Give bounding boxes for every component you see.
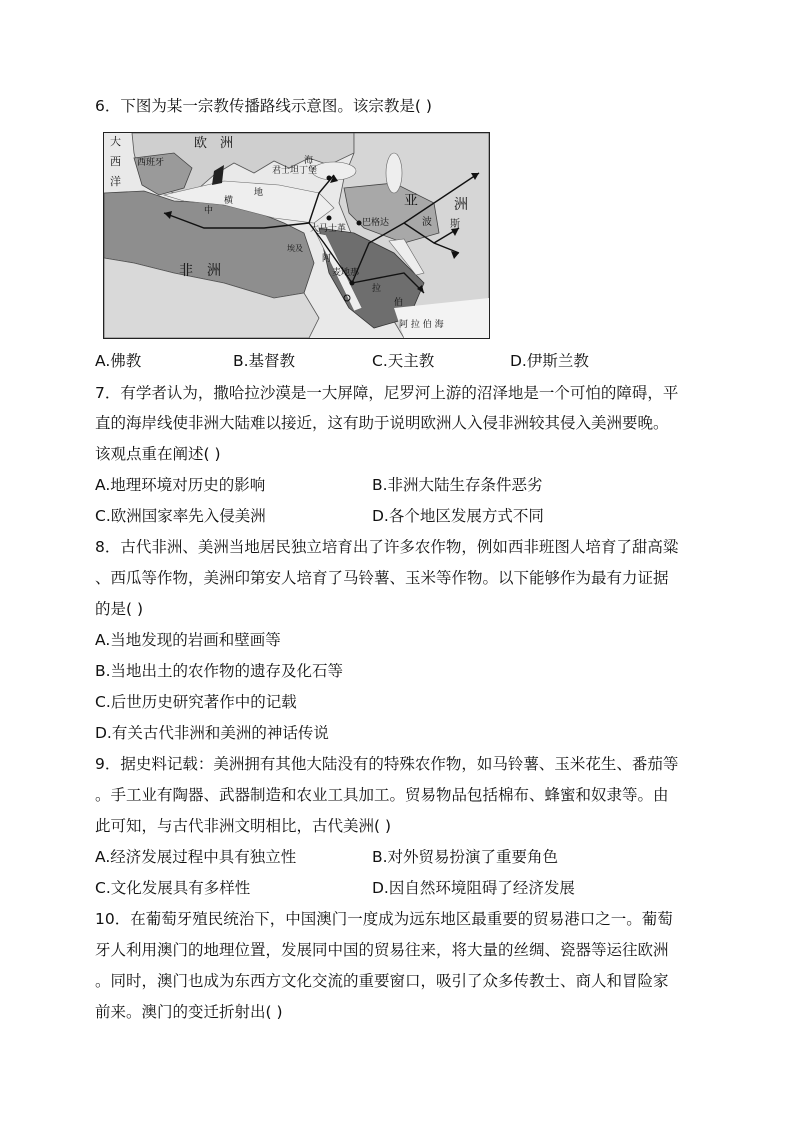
label-arabia-2: 伯 bbox=[394, 298, 404, 308]
question-8-line-3: 的是( ) bbox=[95, 600, 144, 618]
label-persia-2: 斯 bbox=[450, 219, 460, 230]
question-7-line-2: 直的海岸线使非洲大陆难以接近，这有助于说明欧洲人入侵非洲较其侵入美洲要晚。 bbox=[95, 414, 669, 432]
q8-option-c[interactable]: C.后世历史研究著作中的记载 bbox=[95, 693, 297, 711]
label-damascus: 大马士革 bbox=[310, 224, 347, 234]
question-7-line-3: 该观点重在阐述( ) bbox=[95, 445, 221, 463]
q7-option-d[interactable]: D.各个地区发展方式不同 bbox=[372, 507, 544, 525]
question-10-line-2: 牙人利用澳门的地理位置，发展同中国的贸易往来，将大量的丝绸、瓷器等运往欧洲 bbox=[95, 941, 669, 959]
religion-spread-map bbox=[103, 132, 490, 339]
label-a: 阿 bbox=[322, 254, 332, 264]
label-atlantic-2: 西 bbox=[110, 155, 121, 168]
label-zhong: 中 bbox=[204, 206, 214, 216]
label-baghdad: 巴格达 bbox=[362, 218, 390, 228]
label-atlantic-3: 洋 bbox=[110, 175, 121, 188]
question-7-line-1: 7．有学者认为，撒哈拉沙漠是一大屏障，尼罗河上游的沼泽地是一个可怕的障碍，平 bbox=[95, 384, 679, 402]
label-egypt: 埃及 bbox=[287, 244, 303, 253]
label-persia-1: 波 bbox=[422, 217, 432, 228]
question-9-line-2: 。手工业有陶器、武器制造和农业工具加工。贸易物品包括棉布、蜂蜜和奴隶等。由 bbox=[95, 786, 669, 804]
q9-option-b[interactable]: B.对外贸易扮演了重要角色 bbox=[372, 848, 559, 866]
label-asia-ya: 亚 bbox=[404, 193, 418, 209]
q8-option-a[interactable]: A.当地发现的岩画和壁画等 bbox=[95, 631, 281, 649]
question-9-line-1: 9．据史料记载：美洲拥有其他大陆没有的特殊农作物，如马铃薯、玉米花生、番茄等 bbox=[95, 755, 679, 773]
label-asia-zhou: 洲 bbox=[454, 197, 468, 213]
q9-option-a[interactable]: A.经济发展过程中具有独立性 bbox=[95, 848, 297, 866]
question-8-line-1: 8．古代非洲、美洲当地居民独立培育出了许多农作物，例如西非班图人培育了甜高粱 bbox=[95, 538, 679, 556]
q6-option-c[interactable]: C.天主教 bbox=[372, 352, 435, 370]
q7-option-c[interactable]: C.欧洲国家率先入侵美洲 bbox=[95, 507, 266, 525]
label-europe: 欧 洲 bbox=[194, 136, 234, 151]
label-spain: 西班牙 bbox=[137, 158, 165, 168]
q9-option-d[interactable]: D.因自然环境阻碍了经济发展 bbox=[372, 879, 575, 897]
label-africa: 非 洲 bbox=[179, 263, 221, 279]
q7-option-a[interactable]: A.地理环境对历史的影响 bbox=[95, 476, 266, 494]
q9-option-c[interactable]: C.文化发展具有多样性 bbox=[95, 879, 251, 897]
label-atlantic-1: 大 bbox=[110, 135, 121, 148]
question-6-stem: 6．下图为某一宗教传播路线示意图。该宗教是( ) bbox=[95, 97, 432, 115]
q6-option-d[interactable]: D.伊斯兰教 bbox=[510, 352, 589, 370]
question-10-line-3: 。同时，澳门也成为东西方文化交流的重要窗口，吸引了众多传教士、商人和冒险家 bbox=[95, 972, 669, 990]
q8-option-b[interactable]: B.当地出土的农作物的遗存及化石等 bbox=[95, 662, 344, 680]
q6-option-b[interactable]: B.基督教 bbox=[233, 352, 296, 370]
question-10-line-1: 10．在葡萄牙殖民统治下，中国澳门一度成为远东地区最重要的贸易港口之一。葡萄 bbox=[95, 910, 673, 928]
map-figure bbox=[104, 133, 489, 338]
question-9-line-3: 此可知，与古代非洲文明相比，古代美洲( ) bbox=[95, 817, 392, 835]
label-arabian-sea: 阿 拉 伯 海 bbox=[399, 320, 444, 330]
label-constantinople: 君士坦丁堡 bbox=[272, 166, 318, 176]
label-arabia-1: 拉 bbox=[372, 284, 382, 294]
label-di: 地 bbox=[254, 188, 264, 198]
q6-option-a[interactable]: A.佛教 bbox=[95, 352, 142, 370]
label-heng: 横 bbox=[224, 196, 234, 206]
label-medina: 麦地那 bbox=[332, 268, 360, 278]
label-hai: 海 bbox=[304, 156, 314, 166]
question-10-line-4: 前来。澳门的变迁折射出( ) bbox=[95, 1003, 283, 1021]
q8-option-d[interactable]: D.有关古代非洲和美洲的神话传说 bbox=[95, 724, 329, 742]
question-8-line-2: 、西瓜等作物，美洲印第安人培育了马铃薯、玉米等作物。以下能够作为最有力证据 bbox=[95, 569, 669, 587]
q7-option-b[interactable]: B.非洲大陆生存条件恶劣 bbox=[372, 476, 543, 494]
